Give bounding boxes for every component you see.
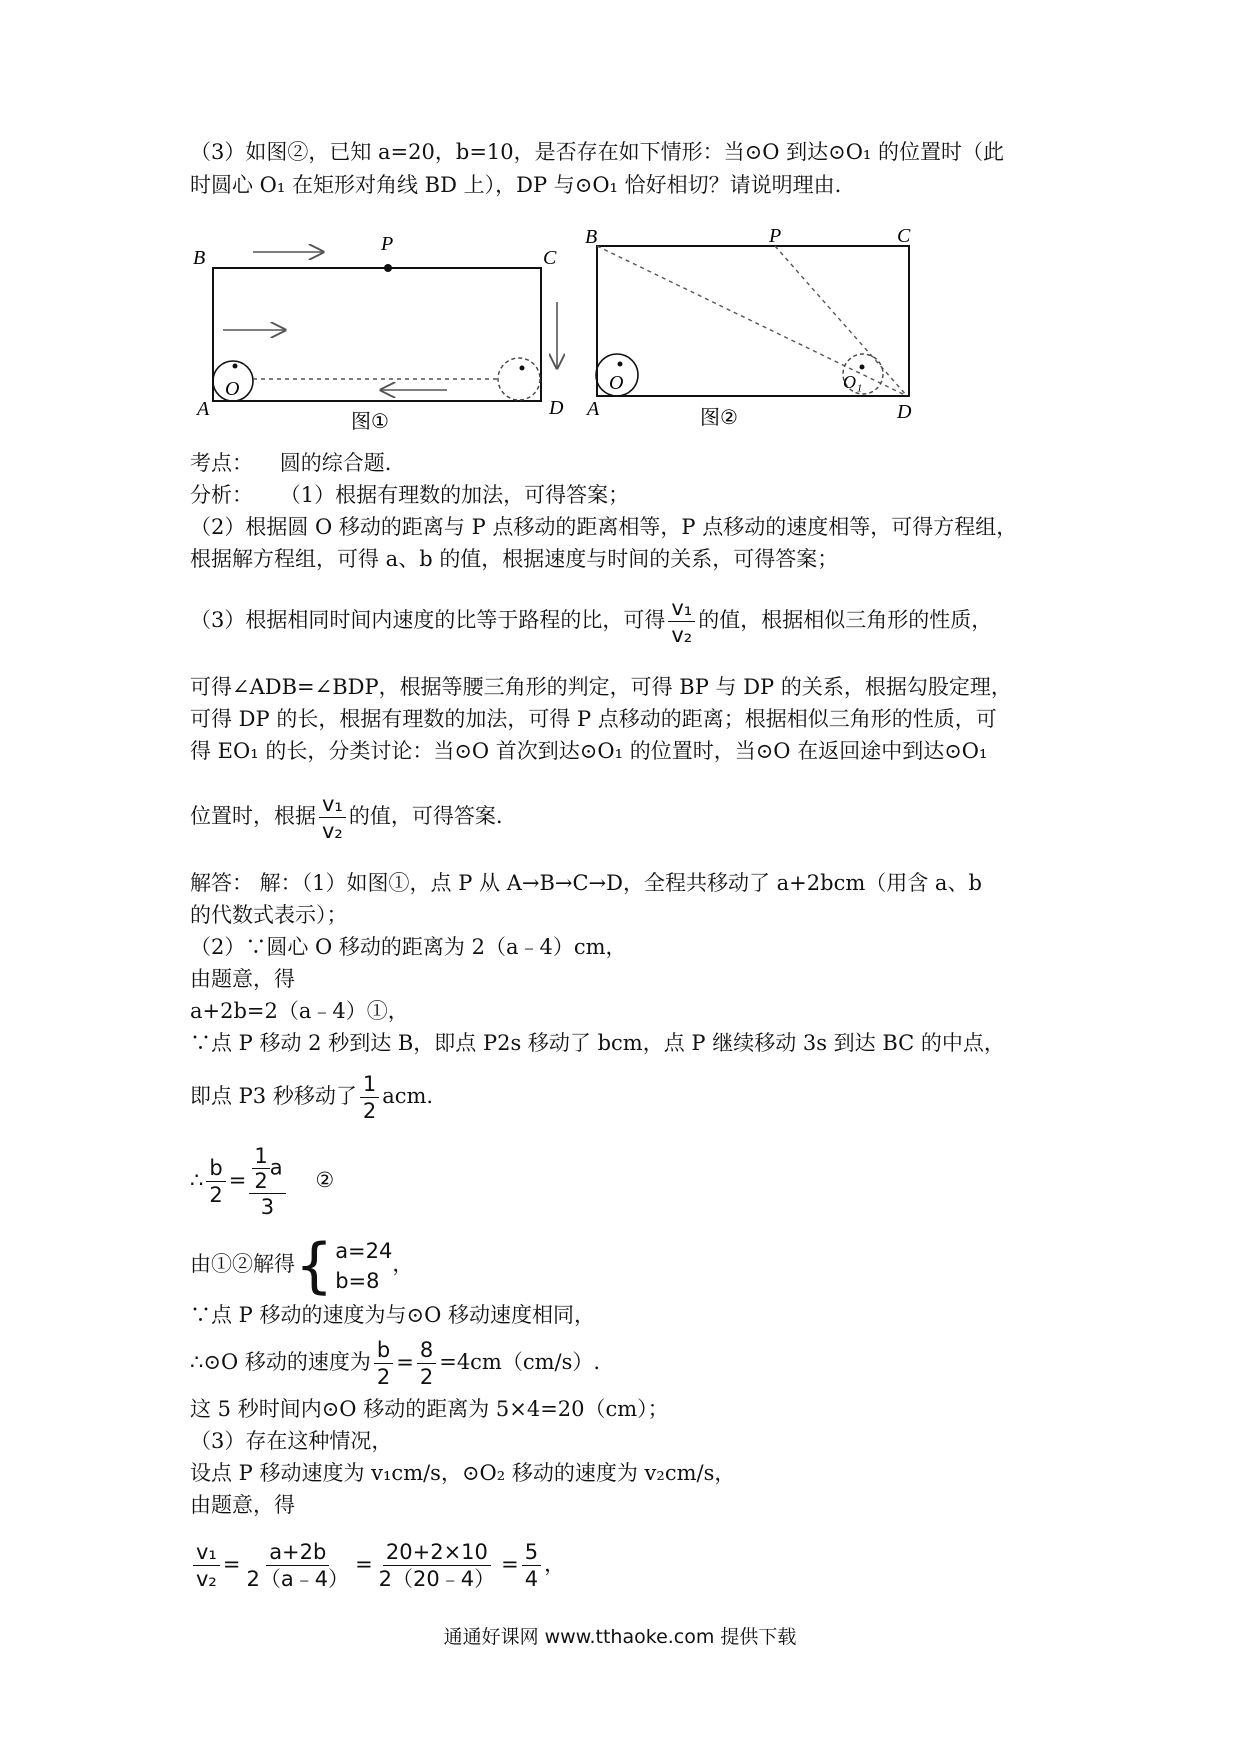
equals-sign: = [355,1552,373,1576]
jieda-text-7a: 即点 P3 秒移动了 [190,1084,357,1108]
equals-sign: = [228,1168,247,1192]
fraction-v1-v2-3 [193,1539,220,1592]
label-o1-fig2: O₁ [843,372,863,392]
label-c: C [543,247,557,269]
label-o: O [225,378,240,400]
fraction-numerator: 1 [360,1071,379,1098]
fraction-numerator: a+2b [266,1539,329,1566]
label-o-fig2: O [609,372,624,394]
fraction-denominator: 4 [524,1567,539,1591]
fenxi-label: 分析： [190,483,253,507]
jieda-line-1: 解答： 解：（1）如图①，点 P 从 A→B→C→D，全程共移动了 a+2bcm（用含 a、b [190,871,982,895]
page-footer: 通通好课网 www.tthaoke.com 提供下载 [443,1626,797,1648]
inner-denominator: 2 [254,1168,268,1193]
fenxi-text-4a: （3）根据相同时间内速度的比等于路程的比，可得 [190,608,666,632]
fenxi-line-5: 可得∠ADB=∠BDP，根据等腰三角形的判定，可得 BP 与 DP 的关系，根据勾股定理， [190,675,1012,699]
kaodian-line [190,448,391,478]
jieda-text-9a: 由①②解得 [190,1252,295,1276]
fraction-b-over-2 [374,1337,393,1390]
fraction-5-over-4 [522,1539,541,1592]
jieda-text-9b: ， [392,1252,414,1276]
fraction-numerator [249,1144,285,1194]
fraction-numerator: b [206,1155,225,1182]
fenxi-line-4 [190,592,992,648]
fraction-b-over-2 [206,1155,225,1208]
jieda-line-2: 的代数式表示）； [190,903,348,927]
fraction-a2b [243,1539,352,1592]
fraction-numerator: 20+2×10 [383,1539,491,1566]
comma: ， [544,1552,566,1576]
inner-suffix: a [269,1155,283,1179]
jieda-line-11 [190,1334,600,1390]
fraction-denominator: 2 [419,1365,434,1389]
label-c-fig2: C [897,225,911,247]
left-brace: { [295,1230,334,1301]
circle-dashed [498,358,540,400]
jieda-text-7b: acm. [382,1084,434,1108]
fenxi-text-1: （1）根据有理数的加法，可得答案； [279,483,630,507]
fraction-denominator: v₂ [196,1567,217,1591]
fraction-v1-v2-2 [319,791,346,844]
fraction-v1-v2 [668,595,695,648]
fraction-denominator: 2 [209,1183,223,1207]
fraction-numerator: v₁ [668,595,695,622]
jieda-line-3: （2）∵圆心 O 移动的距离为 2（a﹣4）cm， [190,935,627,959]
jieda-line-10: ∵点 P 移动的速度为与⊙O 移动速度相同， [190,1303,595,1327]
jieda-text-11a: ∴⊙O 移动的速度为 [190,1350,371,1374]
label-p-fig2: P [769,225,782,247]
equation-system [295,1230,393,1301]
fenxi-text-8b: 的值，可得答案. [348,804,503,828]
fraction-denominator: 2（20﹣4） [378,1567,496,1591]
fraction-nested [249,1144,285,1220]
label-b-fig2: B [585,226,598,248]
label-d-fig2: D [897,401,912,423]
fraction-denominator: 2 [362,1099,377,1123]
problem3-line1: （3）如图②，已知 a=20，b=10，是否存在如下情形：当⊙O 到达⊙O₁ 的位置时（此 [190,140,1005,164]
fraction-denominator: 2（a﹣4） [246,1567,350,1591]
figure-2-caption: 图② [700,405,738,429]
inner-fraction [252,1144,269,1193]
label-a: A [197,398,210,420]
jieda-line-8 [190,1140,334,1220]
fraction-denominator: v₂ [671,623,693,647]
fraction-denominator: 3 [260,1194,275,1219]
fenxi-line-7: 得 EO₁ 的长，分类讨论：当⊙O 首次到达⊙O₁ 的位置时，当⊙O 在返回途中到达⊙O₁ [190,739,988,763]
fenxi-text-8a: 位置时，根据 [190,804,316,828]
fenxi-text-4b: 的值，根据相似三角形的性质， [698,608,993,632]
fenxi-line-6: 可得 DP 的长，根据有理数的加法，可得 P 点移动的距离；根据相似三角形的性质，可 [190,707,997,731]
fraction-one-half [360,1071,379,1124]
equals-sign: = [396,1350,414,1374]
fraction-numerator: b [374,1337,393,1364]
jieda-line-6: ∵点 P 移动 2 秒到达 B，即点 P2s 移动了 bcm，点 P 继续移动 3s 到达 BC 的中点， [190,1031,1005,1055]
figure-1 [185,233,564,433]
inner-numerator: 1 [254,1143,268,1168]
fraction-numeric [376,1539,498,1592]
point-p [384,264,392,272]
label-p: P [381,233,394,255]
jieda-line-15: 由题意，得 [190,1493,295,1517]
system-row-b: b=8 [335,1268,380,1293]
problem3-line2: 时圆心 O₁ 在矩形对角线 BD 上），DP 与⊙O₁ 恰好相切？请说明理由. [190,173,842,197]
jieda-line-4: 由题意，得 [190,967,295,991]
kaodian-text: 圆的综合题. [279,451,392,475]
fraction-denominator: v₂ [322,819,343,843]
jieda-line-12: 这 5 秒时间内⊙O 移动的距离为 5×4=20（cm）； [190,1397,669,1421]
jieda-line-7 [190,1068,433,1124]
fraction-numerator: 8 [417,1337,436,1364]
circled-two: ② [315,1168,335,1192]
jieda-line-13: （3）存在这种情况， [190,1429,393,1453]
fraction-numerator: v₁ [193,1539,220,1566]
fraction-numerator: 5 [522,1539,541,1566]
fraction-8-over-2 [417,1337,436,1390]
jieda-line-9 [190,1230,414,1301]
label-a-fig2: A [587,398,600,420]
kaodian-label: 考点： [190,451,253,475]
equals-sign: = [501,1552,519,1576]
label-b: B [193,247,206,269]
system-row-a: a=24 [335,1238,393,1263]
jieda-line-14: 设点 P 移动速度为 v₁cm/s，⊙O₂ 移动的速度为 v₂cm/s， [190,1461,736,1485]
label-d: D [549,397,564,419]
geometry-figures [185,218,925,448]
therefore-symbol: ∴ [190,1168,204,1192]
fraction-denominator: 2 [376,1365,391,1389]
fraction-numerator: v₁ [319,791,346,818]
figure-2 [585,225,912,429]
figure-1-caption: 图① [351,409,389,433]
jieda-line-5: a+2b=2（a﹣4）①， [190,999,409,1023]
equals-sign: = [222,1552,241,1576]
fenxi-line-3: 根据解方程组，可得 a、b 的值，根据速度与时间的关系，可得答案； [190,547,839,571]
jieda-text-11b: =4cm（cm/s）. [439,1350,601,1374]
fenxi-line-8 [190,788,503,844]
jieda-line-16 [190,1534,565,1594]
fenxi-line-1 [190,480,629,510]
fenxi-line-2: （2）根据圆 O 移动的距离与 P 点移动的距离相等，P 点移动的速度相等，可得方程组， [190,515,1018,539]
